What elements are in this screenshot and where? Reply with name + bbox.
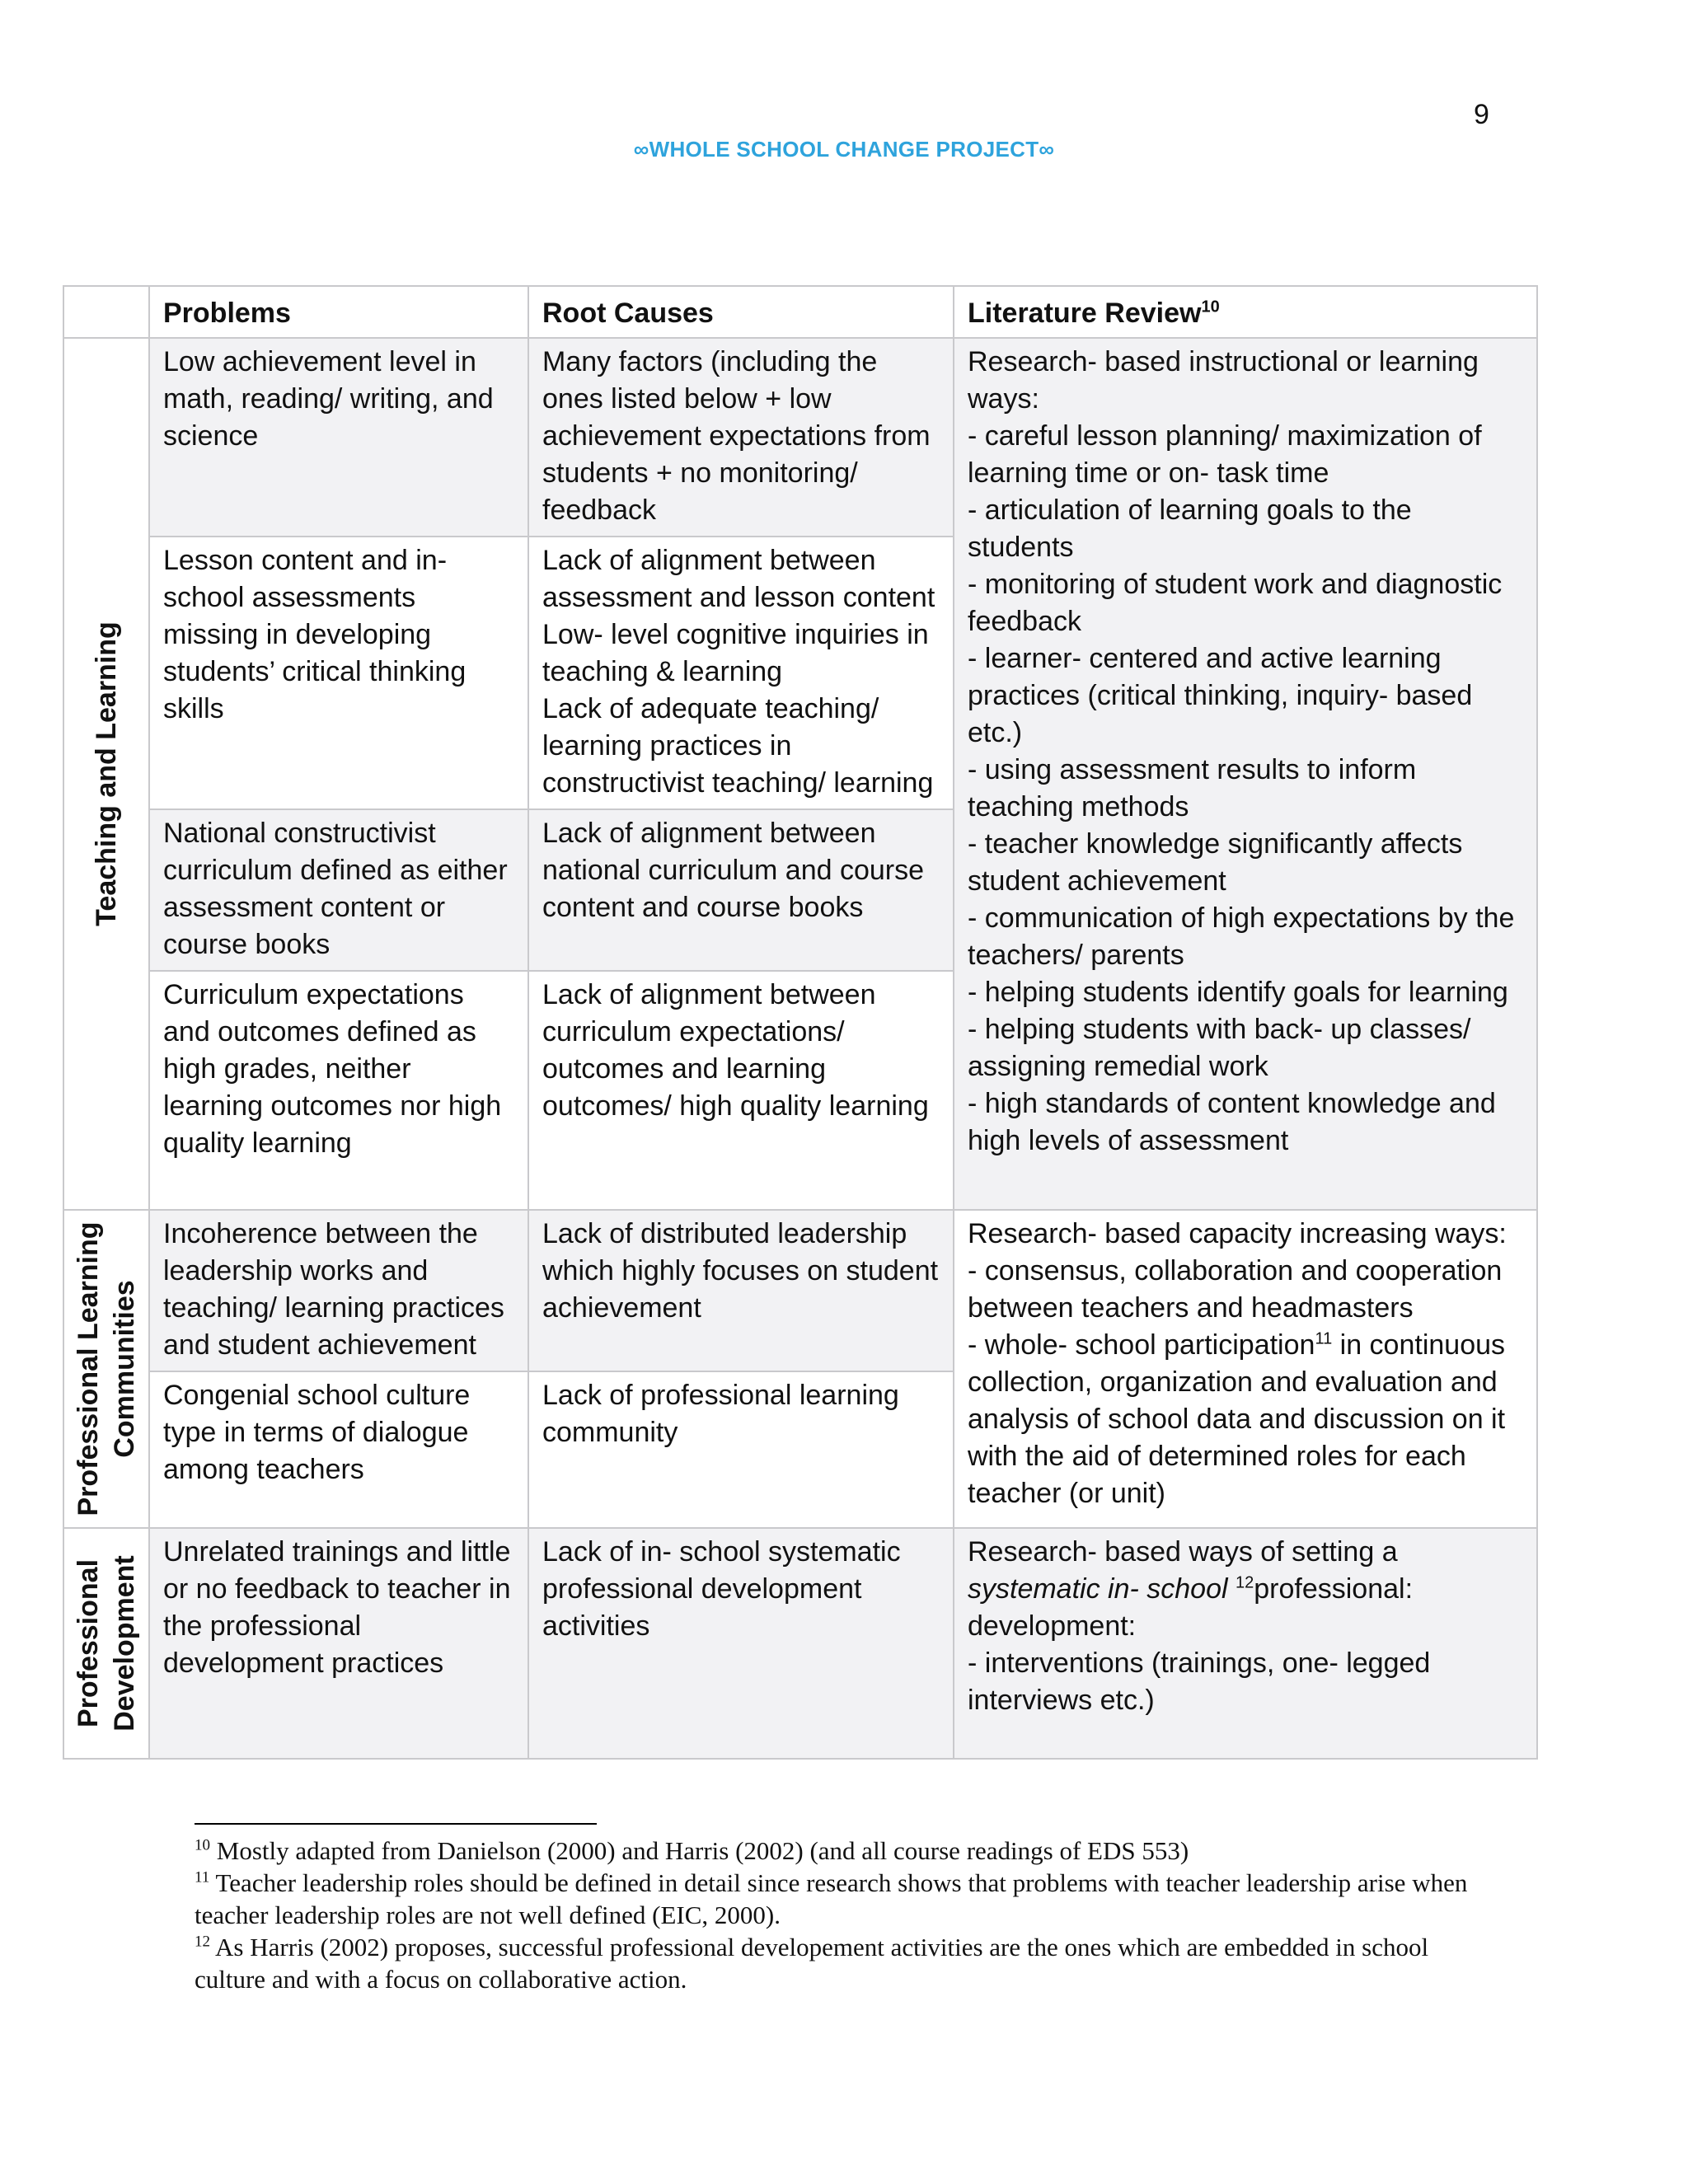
table-row bbox=[63, 338, 1537, 537]
problem-cell: Lesson content and in-school assessments missing in developing students’ critical thinking skills bbox=[149, 537, 528, 809]
group-label-line: Development bbox=[109, 1555, 140, 1732]
footnote-text: As Harris (2002) proposes, successful professional developement activities are the ones which are embedded in school culture and with a focus on collaborative action. bbox=[195, 1933, 1429, 1994]
root-cause-cell: Lack of professional learning community bbox=[528, 1371, 954, 1528]
literature-cell bbox=[954, 1210, 1537, 1528]
footnote-separator bbox=[195, 1823, 597, 1825]
group-label-plc bbox=[63, 1210, 149, 1528]
group-label-line: Professional bbox=[73, 1558, 104, 1728]
root-cause-line: Low- level cognitive inquiries in teaching & learning bbox=[542, 619, 929, 687]
footnote-ref-10: 10 bbox=[1201, 298, 1220, 316]
footnote bbox=[195, 1835, 1480, 1867]
footnotes bbox=[195, 1835, 1480, 1995]
literature-line bbox=[968, 1571, 1523, 1608]
literature-line: Research- based instructional or learning ways: bbox=[968, 346, 1479, 415]
literature-text: - whole- school participation bbox=[968, 1329, 1315, 1361]
footnote-number: 11 bbox=[195, 1868, 210, 1886]
literature-line: - communication of high expectations by the teachers/ parents bbox=[968, 902, 1515, 971]
literature-line: - teacher knowledge significantly affects student achievement bbox=[968, 828, 1463, 897]
running-header: ∞WHOLE SCHOOL CHANGE PROJECT∞ bbox=[633, 137, 1055, 162]
footnote-number: 12 bbox=[195, 1933, 210, 1951]
group-label-line: Teaching and Learning bbox=[91, 621, 122, 926]
footnote-number: 10 bbox=[195, 1836, 210, 1854]
group-label-line: Professional Learning bbox=[73, 1221, 104, 1516]
literature-text: professional: bbox=[1254, 1573, 1414, 1605]
literature-line: - helping students with back- up classes/ assigning remedial work bbox=[968, 1014, 1471, 1082]
root-cause-line: Lack of adequate teaching/ learning practices in constructivist teaching/ learning bbox=[542, 693, 934, 799]
footnote bbox=[195, 1867, 1480, 1931]
root-cause-cell: Lack of in- school systematic professional development activities bbox=[528, 1528, 954, 1759]
footnote-ref-11: 11 bbox=[1315, 1329, 1333, 1348]
literature-line: - interventions (trainings, one- legged interviews etc.) bbox=[968, 1647, 1431, 1716]
literature-text: in continuous collection, organization and evaluation and analysis of school data and discussion on it with the aid of determined roles for each teacher (or unit) bbox=[968, 1329, 1506, 1509]
page-number: 9 bbox=[1474, 99, 1489, 130]
root-cause-cell: Lack of distributed leadership which highly focuses on student achievement bbox=[528, 1210, 954, 1371]
footnote bbox=[195, 1931, 1480, 1995]
group-label-pd bbox=[63, 1528, 149, 1759]
footnote-text: Mostly adapted from Danielson (2000) and Harris (2002) (and all course readings of EDS 553) bbox=[210, 1836, 1189, 1865]
problem-cell: Low achievement level in math, reading/ writing, and science bbox=[149, 338, 528, 537]
root-causes-header: Root Causes bbox=[528, 286, 954, 338]
root-cause-cell: Lack of alignment between national curriculum and course content and course books bbox=[528, 809, 954, 971]
literature-line: - learner- centered and active learning practices (critical thinking, inquiry- based etc.) bbox=[968, 643, 1473, 748]
footnote-text: Teacher leadership roles should be defined in detail since research shows that problems with teacher leadership arise when teacher leadership roles are not well defined (EIC, 2000). bbox=[195, 1868, 1468, 1929]
table-row bbox=[63, 1210, 1537, 1371]
root-cause-cell: Lack of alignment between curriculum expectations/ outcomes and learning outcomes/ high quality learning bbox=[528, 971, 954, 1210]
problem-cell: National constructivist curriculum defined as either assessment content or course books bbox=[149, 809, 528, 971]
literature-line: - high standards of content knowledge and high levels of assessment bbox=[968, 1088, 1496, 1156]
literature-line: - consensus, collaboration and cooperation between teachers and headmasters bbox=[968, 1255, 1503, 1324]
root-cause-cell: Many factors (including the ones listed below + low achievement expectations from students + no monitoring/ feedback bbox=[528, 338, 954, 537]
literature-line: Research- based ways of setting a bbox=[968, 1536, 1398, 1568]
header-corner-cell bbox=[63, 286, 149, 338]
literature-line: - monitoring of student work and diagnostic feedback bbox=[968, 569, 1503, 637]
literature-line: - careful lesson planning/ maximization of learning time or on- task time bbox=[968, 420, 1482, 489]
root-cause-cell bbox=[528, 537, 954, 809]
problem-cell: Congenial school culture type in terms of dialogue among teachers bbox=[149, 1371, 528, 1528]
literature-line: - articulation of learning goals to the students bbox=[968, 494, 1412, 563]
literature-line: - helping students identify goals for learning bbox=[968, 977, 1508, 1008]
literature-review-header-text: Literature Review bbox=[968, 298, 1202, 329]
table-header-row bbox=[63, 286, 1537, 338]
root-cause-line: Lack of alignment between assessment and lesson content bbox=[542, 545, 935, 613]
literature-line: - using assessment results to inform teaching methods bbox=[968, 754, 1417, 823]
problem-cell: Curriculum expectations and outcomes defined as high grades, neither learning outcomes nor high quality learning bbox=[149, 971, 528, 1210]
problem-cell: Incoherence between the leadership works and teaching/ learning practices and student achievement bbox=[149, 1210, 528, 1371]
footnote-ref-12: 12 bbox=[1236, 1573, 1254, 1592]
group-label-teaching-learning bbox=[63, 338, 149, 1210]
problems-header: Problems bbox=[149, 286, 528, 338]
literature-cell bbox=[954, 338, 1537, 1210]
group-label-line: Communities bbox=[109, 1280, 140, 1458]
literature-line bbox=[968, 1327, 1523, 1512]
literature-cell bbox=[954, 1528, 1537, 1759]
problem-cell: Unrelated trainings and little or no feedback to teacher in the professional development practices bbox=[149, 1528, 528, 1759]
change-project-table bbox=[63, 285, 1538, 1760]
literature-line: Research- based capacity increasing ways: bbox=[968, 1218, 1507, 1249]
literature-line: development: bbox=[968, 1610, 1137, 1642]
table-row bbox=[63, 1528, 1537, 1759]
literature-review-header bbox=[954, 286, 1537, 338]
literature-italic: systematic in- school bbox=[968, 1573, 1228, 1605]
